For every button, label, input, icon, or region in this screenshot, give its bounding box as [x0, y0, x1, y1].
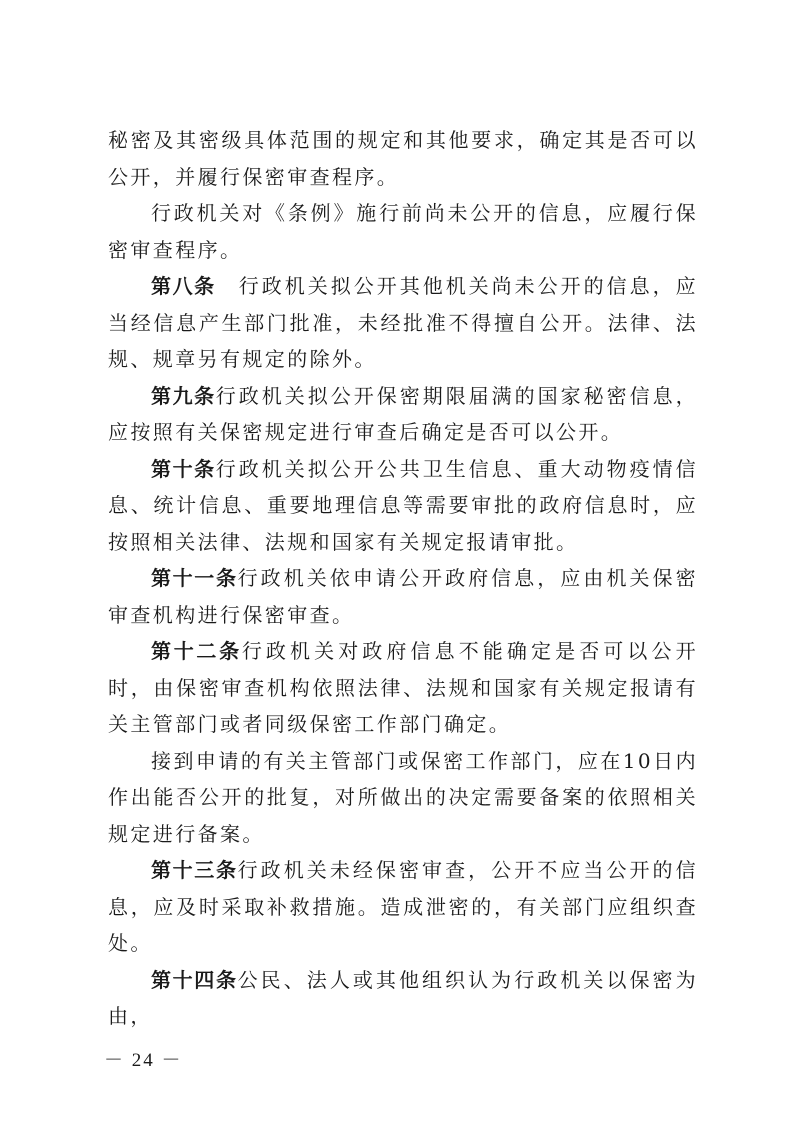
- paragraph-text: 行政机关未经保密审查，公开不应当公开的信息，应及时采取补救措施。造成泄密的，有关部门应组织查处。: [108, 858, 699, 955]
- paragraph-continuation: [108, 122, 698, 195]
- article-number: 第十条: [151, 456, 216, 481]
- article-number: 第十一条: [151, 566, 238, 590]
- article-11: [108, 560, 698, 633]
- article-number: 第十二条: [151, 639, 242, 663]
- article-13: [108, 852, 698, 962]
- page-number: － 24 －: [104, 1050, 183, 1071]
- article-number: 第十三条: [151, 858, 238, 882]
- paragraph-text: 公民、法人或其他组织认为行政机关以保密为由，: [108, 967, 699, 1028]
- paragraph-text: 行政机关拟公开其他机关尚未公开的信息，应当经信息产生部门批准，未经批准不得擅自公开。法律、法规、规章另有规定的除外。: [108, 274, 699, 371]
- article-12: [108, 633, 698, 743]
- document-body: [108, 122, 698, 1035]
- paragraph: [108, 195, 698, 268]
- paragraph-text: 行政机关对《条例》施行前尚未公开的信息，应履行保密审查程序。: [108, 201, 698, 262]
- article-number: 第八条: [151, 274, 216, 298]
- article-10: [108, 451, 698, 561]
- article-14: [108, 962, 698, 1035]
- paragraph: [108, 743, 698, 853]
- paragraph-text: 行政机关拟公开保密期限届满的国家秘密信息，应按照有关保密规定进行审查后确定是否可以公开。: [108, 383, 699, 444]
- paragraph-text: 行政机关依申请公开政府信息，应由机关保密审查机构进行保密审查。: [108, 566, 699, 627]
- paragraph-text: 秘密及其密级具体范围的规定和其他要求，确定其是否可以公开，并履行保密审查程序。: [108, 128, 698, 189]
- paragraph-text: 行政机关对政府信息不能确定是否可以公开时，由保密审查机构依照法律、法规和国家有关规定报请有关主管部门或者同级保密工作部门确定。: [108, 639, 699, 736]
- article-9: [108, 378, 698, 451]
- article-number: 第十四条: [151, 967, 238, 992]
- paragraph-text: 行政机关拟公开公共卫生信息、重大动物疫情信息、统计信息、重要地理信息等需要审批的政府信息时，应按照相关法律、法规和国家有关规定报请审批。: [108, 456, 699, 554]
- paragraph-text: 接到申请的有关主管部门或保密工作部门，应在10日内作出能否公开的批复，对所做出的决定需要备案的依照相关规定进行备案。: [108, 748, 698, 846]
- article-number: 第九条: [151, 383, 216, 408]
- article-8: [108, 268, 698, 378]
